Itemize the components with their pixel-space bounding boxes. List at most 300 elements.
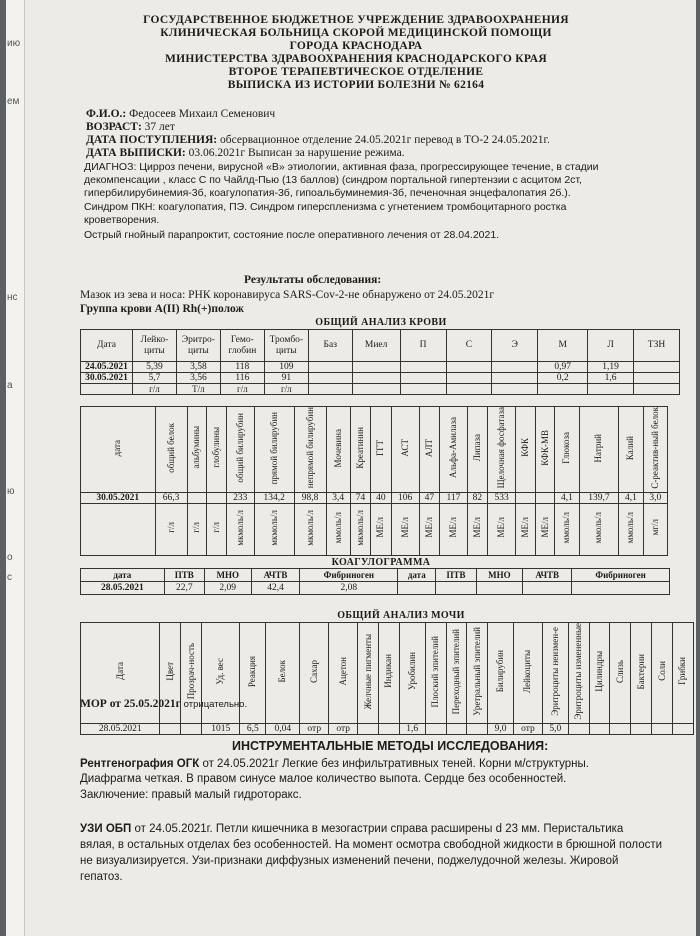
biochem-unit-cell-text: мг/л — [649, 519, 660, 536]
age-label: ВОЗРАСТ: — [86, 121, 142, 133]
biochem-header-cell-text: Натрий — [593, 433, 604, 463]
urine-header-cell-text: Эритроциты измененные — [573, 623, 584, 720]
urine-cell — [358, 723, 379, 734]
biochem-unit-cell — [391, 503, 419, 555]
urine-cell: 5,0 — [542, 723, 568, 734]
cbc-header-cell: Дата — [81, 330, 133, 362]
urine-header-cell — [672, 623, 693, 724]
biochem-header-cell — [516, 407, 536, 493]
cbc-cell: 30.05.2021 — [81, 373, 133, 384]
urine-header-cell — [514, 623, 543, 724]
biochem-unit-cell — [371, 503, 391, 555]
biochem-cell: 4,1 — [619, 492, 643, 503]
cbc-row — [81, 373, 680, 384]
urine-header-cell-text: Лейкоциты — [522, 649, 533, 693]
adjacent-page-edge — [6, 0, 25, 936]
biochem-unit-cell-text: ммоль/л — [561, 511, 572, 544]
biochem-header-cell-text: Креатинин — [355, 427, 366, 469]
biochem-header-cell-text: КФК-МВ — [539, 429, 550, 466]
biochem-unit-cell — [579, 503, 619, 555]
cbc-units-row — [81, 384, 680, 395]
urine-row — [81, 723, 694, 734]
biochem-header-cell-text: Мочевина — [332, 428, 343, 468]
coag-cell: 2,08 — [300, 582, 398, 595]
biochem-header-cell-text: АЛТ — [423, 438, 434, 457]
biochem-unit-cell — [516, 503, 536, 555]
cbc-header-cell: С — [446, 330, 492, 362]
biochem-unit-cell-text: МЕ/л — [423, 517, 434, 538]
cbc-cell — [492, 362, 538, 373]
cbc-cell — [400, 373, 446, 384]
admission-value: обсервационное отделение 24.05.2021г перевод в ТО-2 24.05.2021г. — [220, 134, 550, 146]
coag-row — [81, 582, 670, 595]
biochem-header-cell-text: прямой билирубин — [268, 411, 279, 484]
urine-header-cell — [358, 623, 379, 724]
xray-conclusion: Заключение: правый малый гидроторакс. — [80, 789, 302, 801]
age-line — [86, 121, 175, 134]
diagnosis-line: Синдром ПКН: коагулопатия, ПЭ. Синдром гиперспленизма с угнетением тромбоцитарного ростка — [84, 201, 567, 213]
biochem-header-cell-text: общий билирубин — [234, 413, 245, 483]
diagnosis-line: ДИАГНОЗ: Цирроз печени, вирусной «В» этиологии, активная фаза, прогрессирующее течение, в стадии — [84, 161, 599, 173]
biochem-unit-cell-text: г/л — [165, 522, 176, 533]
biochem-cell — [516, 492, 536, 503]
biochem-header-cell — [155, 407, 187, 493]
biochem-header-cell — [555, 407, 579, 493]
urine-header-cell-text: Эритроциты неизмен-е — [549, 626, 560, 716]
coag-cell — [476, 582, 523, 595]
coag-cell: 42,4 — [251, 582, 300, 595]
urine-cell — [672, 723, 693, 734]
cbc-cell — [400, 362, 446, 373]
cbc-cell — [352, 373, 400, 384]
admission-label: ДАТА ПОСТУПЛЕНИЯ: — [86, 134, 218, 146]
biochem-unit-cell-text: МЕ/л — [447, 517, 458, 538]
biochem-row — [81, 492, 668, 503]
biochem-unit-cell-text: мкмоль/л — [355, 509, 366, 546]
urine-cell: отр — [514, 723, 543, 734]
margin-text: нс — [7, 292, 18, 303]
biochem-cell: 66,3 — [155, 492, 187, 503]
urine-cell — [631, 723, 652, 734]
biochem-unit-cell — [555, 503, 579, 555]
biochem-header-cell-text: альбумины — [191, 426, 202, 470]
cbc-cell — [492, 373, 538, 384]
urine-header-cell-text: Уд. вес — [215, 657, 226, 685]
urine-cell — [652, 723, 673, 734]
cbc-row — [81, 362, 680, 373]
margin-text: с — [7, 572, 12, 583]
biochem-header-cell-text: глобулины — [210, 427, 221, 469]
header-line: МИНИСТЕРСТВА ЗДРАВООХРАНЕНИЯ КРАСНОДАРСКОГО КРАЯ — [165, 53, 547, 65]
biochem-unit-cell — [187, 503, 207, 555]
cbc-cell: 5,39 — [132, 362, 176, 373]
urine-header-cell — [266, 623, 300, 724]
urine-table — [80, 622, 694, 735]
cbc-header-cell: П — [400, 330, 446, 362]
biochem-cell: 98,8 — [294, 492, 326, 503]
cbc-cell: 116 — [220, 373, 264, 384]
urine-header-cell-text: Желчные пигменты — [362, 633, 373, 709]
cbc-cell — [446, 362, 492, 373]
us-line: не визуализируется. Узи-признаки диффузных изменений печени, поджелудочной железы. Жировой — [80, 855, 619, 867]
biochem-header-row — [81, 407, 668, 493]
urine-header-cell — [425, 623, 446, 724]
biochem-unit-cell — [155, 503, 187, 555]
urine-header-cell — [300, 623, 329, 724]
biochem-unit-cell — [643, 503, 667, 555]
cbc-unit-cell — [588, 384, 634, 395]
biochem-header-cell — [440, 407, 468, 493]
urine-header-cell-text: Прозрач-ность — [185, 643, 196, 700]
diagnosis-line: Острый гнойный парапроктит, состояние после оперативного лечения от 28.04.2021. — [84, 229, 500, 241]
discharge-line — [86, 147, 405, 160]
urine-header-cell — [568, 623, 589, 724]
biochem-cell: 117 — [440, 492, 468, 503]
cbc-unit-cell — [492, 384, 538, 395]
biochem-header-cell — [81, 407, 156, 493]
cbc-cell: 5,7 — [132, 373, 176, 384]
cbc-table — [80, 329, 680, 395]
biochem-unit-cell-text: МЕ/л — [496, 517, 507, 538]
biochem-unit-cell — [440, 503, 468, 555]
biochem-unit-cell-text: МЕ/л — [375, 517, 386, 538]
cbc-cell — [308, 373, 352, 384]
cbc-cell — [634, 362, 680, 373]
urine-header-cell-text: Белок — [277, 660, 288, 683]
biochem-unit-cell-text: МЕ/л — [519, 517, 530, 538]
coag-cell — [436, 582, 476, 595]
biochem-header-cell — [467, 407, 487, 493]
biochem-header-cell — [391, 407, 419, 493]
biochem-cell: 3,0 — [643, 492, 667, 503]
urine-header-cell — [610, 623, 631, 724]
coag-header-cell: МНО — [476, 569, 523, 582]
biochem-cell: 533 — [488, 492, 516, 503]
biochem-cell — [207, 492, 227, 503]
biochem-header-cell-text: Глюкоза — [561, 431, 572, 464]
cbc-header-cell: Миел — [352, 330, 400, 362]
header-line: ГОСУДАРСТВЕННОЕ БЮДЖЕТНОЕ УЧРЕЖДЕНИЕ ЗДРАВООХРАНЕНИЯ — [143, 14, 569, 26]
biochem-unit-cell — [419, 503, 439, 555]
urine-header-cell — [631, 623, 652, 724]
document-sheet — [6, 0, 696, 936]
urine-header-cell — [378, 623, 399, 724]
biochem-cell: 4,1 — [555, 492, 579, 503]
biochem-header-cell — [643, 407, 667, 493]
biochem-unit-cell — [350, 503, 370, 555]
biochem-unit-cell — [467, 503, 487, 555]
biochem-unit-cell — [535, 503, 555, 555]
cbc-header-cell: ТЗН — [634, 330, 680, 362]
margin-text: о — [7, 552, 13, 563]
patient-age: 37 лет — [144, 121, 175, 133]
biochem-unit-cell-text: мкмоль/л — [304, 509, 315, 546]
cbc-cell: 109 — [264, 362, 308, 373]
biochem-units-row — [81, 503, 668, 555]
biochem-cell: 30.05.2021 — [81, 492, 156, 503]
xray-text: от 24.05.2021г Легкие без инфильтративных теней. Корни м/структурны. — [199, 758, 589, 770]
urine-cell — [378, 723, 399, 734]
biochem-unit-cell-text: г/л — [210, 522, 221, 533]
biochem-unit-cell-text: мкмоль/л — [268, 509, 279, 546]
biochem-header-cell-text: непрямой билирубин — [304, 407, 315, 489]
biochem-unit-cell — [619, 503, 643, 555]
urine-cell: отр — [329, 723, 358, 734]
coag-cell — [523, 582, 572, 595]
biochem-header-cell-text: С-реактив-ный белок — [649, 407, 660, 489]
coag-header-cell: МНО — [204, 569, 251, 582]
coag-header-cell: АЧТВ — [251, 569, 300, 582]
urine-cell: 0,04 — [266, 723, 300, 734]
urine-cell: отр — [300, 723, 329, 734]
cbc-header-cell: Баз — [308, 330, 352, 362]
results-title: Результаты обследования: — [244, 274, 382, 286]
cbc-cell: 1,6 — [588, 373, 634, 384]
cbc-unit-cell — [352, 384, 400, 395]
admission-line — [86, 134, 550, 147]
cbc-cell: 24.05.2021 — [81, 362, 133, 373]
fio-label: Ф.И.О.: — [86, 108, 127, 120]
us-line — [80, 823, 623, 836]
biochem-unit-cell — [488, 503, 516, 555]
cbc-header-cell: Л — [588, 330, 634, 362]
urine-header-cell-text: Слизь — [614, 659, 625, 683]
cbc-unit-cell — [446, 384, 492, 395]
cbc-cell: 3,58 — [176, 362, 220, 373]
biochem-cell: 106 — [391, 492, 419, 503]
biochem-header-cell-text: АСТ — [399, 439, 410, 457]
coag-header-cell: Фибриноген — [572, 569, 670, 582]
urine-header-cell-text: Переходный эпителий — [450, 628, 461, 714]
biochem-cell: 3,4 — [326, 492, 350, 503]
mor-line — [80, 698, 247, 711]
xray-label: Рентгенография ОГК — [80, 758, 200, 770]
cbc-header-cell: Лейко- циты — [132, 330, 176, 362]
margin-text: ю — [7, 486, 15, 497]
urine-cell — [446, 723, 467, 734]
urine-header-cell-text: Сахар — [308, 659, 319, 683]
us-line: гепатоз. — [80, 871, 123, 883]
biochem-unit-cell — [326, 503, 350, 555]
urine-header-cell — [446, 623, 467, 724]
diagnosis-line: кроветворения. — [84, 214, 160, 226]
urine-header-cell-text: Уробилин — [406, 652, 417, 691]
biochem-header-cell-text: дата — [112, 439, 123, 456]
biochem-unit-cell-text: МЕ/л — [399, 517, 410, 538]
cbc-title: ОБЩИЙ АНАЛИЗ КРОВИ — [315, 317, 447, 328]
diagnosis-line: декомпенсации , класс С по Чайлд-Пью (13 баллов) (синдром портальной гипертензии с асцитом 2ст, — [84, 174, 582, 186]
xray-line — [80, 758, 589, 771]
urine-header-cell — [329, 623, 358, 724]
biochem-unit-cell-text: ммоль/л — [625, 511, 636, 544]
coag-table — [80, 568, 670, 595]
biochem-header-cell-text: общий белок — [165, 422, 176, 473]
urine-title: ОБЩИЙ АНАЛИЗ МОЧИ — [337, 610, 465, 621]
cbc-header-cell: М — [538, 330, 588, 362]
urine-cell — [568, 723, 589, 734]
urine-cell: 9,0 — [488, 723, 514, 734]
urine-header-cell — [589, 623, 610, 724]
discharge-value: 03.06.2021г Выписан за нарушение режима. — [188, 147, 405, 159]
us-line: вялая, в остальных отделах без особенностей. На момент осмотра свободной жидкости в брюшной полости — [80, 839, 663, 851]
biochem-header-cell — [254, 407, 294, 493]
biochem-header-cell — [579, 407, 619, 493]
blood-group: Группа крови А(II) Rh(+)полож — [80, 303, 244, 315]
biochem-header-cell — [207, 407, 227, 493]
diagnosis-line: гипербилирубинемия-3б, коагулопатия-3б, гипоальбуминемия-3б, печеночная энцефалопатия 2б.). — [84, 187, 571, 199]
urine-header-cell-text: Реакция — [247, 655, 258, 687]
cbc-unit-cell — [81, 384, 133, 395]
biochem-unit-cell — [207, 503, 227, 555]
urine-header-cell — [488, 623, 514, 724]
coag-header-row — [81, 569, 670, 582]
cbc-unit-cell — [538, 384, 588, 395]
cbc-cell — [352, 362, 400, 373]
urine-cell — [467, 723, 488, 734]
biochem-header-cell-text: Щелочная фосфатаза — [496, 407, 507, 489]
discharge-label: ДАТА ВЫПИСКИ: — [86, 147, 186, 159]
cbc-unit-cell: Т/л — [176, 384, 220, 395]
urine-cell: 28.05.2021 — [81, 723, 160, 734]
urine-header-cell-text: Уретральный эпителий — [471, 626, 482, 716]
cbc-unit-cell — [634, 384, 680, 395]
biochem-header-cell — [488, 407, 516, 493]
biochem-unit-cell-text: МЕ/л — [471, 517, 482, 538]
cbc-cell — [446, 373, 492, 384]
biochem-cell: 74 — [350, 492, 370, 503]
mor-value: отрицательно. — [183, 699, 248, 710]
margin-text: а — [7, 380, 13, 391]
biochem-header-cell — [419, 407, 439, 493]
cbc-header-cell: Тромбо- циты — [264, 330, 308, 362]
biochem-header-cell — [187, 407, 207, 493]
urine-header-cell-text: Плоский эпителий — [430, 635, 441, 708]
biochem-header-cell-text: КФК — [519, 438, 530, 458]
header-line: ВТОРОЕ ТЕРАПЕВТИЧЕСКОЕ ОТДЕЛЕНИЕ — [228, 66, 484, 78]
urine-header-cell-text: Грибки — [677, 657, 688, 686]
biochem-header-cell — [294, 407, 326, 493]
mor-label: МОР от 25.05.2021г — [80, 698, 181, 710]
header-line: ГОРОДА КРАСНОДАРА — [289, 40, 423, 52]
coag-cell — [398, 582, 436, 595]
cbc-cell — [634, 373, 680, 384]
urine-header-cell — [542, 623, 568, 724]
header-line: КЛИНИЧЕСКАЯ БОЛЬНИЦА СКОРОЙ МЕДИЦИНСКОЙ ПОМОЩИ — [160, 27, 552, 39]
coag-cell — [572, 582, 670, 595]
cbc-cell — [308, 362, 352, 373]
biochem-cell: 139,7 — [579, 492, 619, 503]
coag-header-cell: Фибриноген — [300, 569, 398, 582]
urine-header-cell-text: Цвет — [164, 661, 175, 681]
cbc-cell: 91 — [264, 373, 308, 384]
cbc-unit-cell — [400, 384, 446, 395]
biochem-cell — [187, 492, 207, 503]
document-title: ВЫПИСКА ИЗ ИСТОРИИ БОЛЕЗНИ № 62164 — [227, 79, 485, 91]
instrumental-title: ИНСТРУМЕНТАЛЬНЫЕ МЕТОДЫ ИССЛЕДОВАНИЯ: — [232, 739, 549, 753]
urine-header-cell — [652, 623, 673, 724]
coag-header-cell: ПТВ — [436, 569, 476, 582]
cbc-header-cell: Гемо- глобин — [220, 330, 264, 362]
biochem-unit-cell — [81, 503, 156, 555]
cbc-unit-cell: г/л — [132, 384, 176, 395]
urine-header-cell — [467, 623, 488, 724]
biochem-unit-cell — [294, 503, 326, 555]
urine-cell — [589, 723, 610, 734]
cbc-cell: 1,19 — [588, 362, 634, 373]
cbc-cell: 118 — [220, 362, 264, 373]
biochem-cell: 82 — [467, 492, 487, 503]
biochem-header-cell-text: ГГТ — [375, 439, 386, 456]
patient-name: Федосеев Михаил Семенович — [129, 108, 276, 120]
urine-header-cell — [399, 623, 425, 724]
biochem-unit-cell-text: ммоль/л — [332, 511, 343, 544]
cbc-cell: 3,56 — [176, 373, 220, 384]
urine-cell — [181, 723, 202, 734]
biochem-unit-cell-text: МЕ/л — [539, 517, 550, 538]
coag-cell: 22,7 — [164, 582, 204, 595]
biochem-table — [80, 406, 668, 556]
biochem-header-cell — [535, 407, 555, 493]
swab-result: Мазок из зева и носа: РНК коронавируса SARS-Cov-2-не обнаружено от 24.05.2021г — [80, 289, 495, 301]
biochem-cell — [535, 492, 555, 503]
urine-cell: 1,6 — [399, 723, 425, 734]
urine-cell — [425, 723, 446, 734]
urine-cell — [160, 723, 181, 734]
urine-header-cell-text: Ацетон — [337, 657, 348, 686]
biochem-header-cell — [619, 407, 643, 493]
urine-header-cell-text: Бактерии — [635, 653, 646, 690]
cbc-unit-cell: г/л — [220, 384, 264, 395]
biochem-cell: 40 — [371, 492, 391, 503]
biochem-cell: 233 — [226, 492, 254, 503]
urine-cell: 1015 — [202, 723, 240, 734]
biochem-unit-cell-text: г/л — [191, 522, 202, 533]
biochem-unit-cell — [226, 503, 254, 555]
biochem-unit-cell-text: мкмоль/л — [234, 509, 245, 546]
biochem-cell: 47 — [419, 492, 439, 503]
coag-cell: 28.05.2021 — [81, 582, 165, 595]
urine-header-cell-text: Билирубин — [495, 650, 506, 693]
biochem-header-cell — [350, 407, 370, 493]
biochem-header-cell — [226, 407, 254, 493]
urine-header-cell-text: Соли — [656, 661, 667, 682]
cbc-header-cell: Э — [492, 330, 538, 362]
coag-header-cell: дата — [81, 569, 165, 582]
biochem-header-cell-text: Липаза — [471, 434, 482, 462]
coag-cell: 2,09 — [204, 582, 251, 595]
coag-header-cell: ПТВ — [164, 569, 204, 582]
urine-cell — [610, 723, 631, 734]
us-label: УЗИ ОБП — [80, 823, 132, 835]
patient-name-line — [86, 108, 275, 121]
cbc-unit-cell — [308, 384, 352, 395]
urine-header-cell-text: Индикан — [383, 654, 394, 689]
us-text: от 24.05.2021г. Петли кишечника в мезогастрии справа расширены d 23 мм. Перистальтика — [131, 823, 624, 835]
urine-header-cell-text: Дата — [114, 662, 125, 681]
cbc-cell: 0,2 — [538, 373, 588, 384]
biochem-unit-cell — [254, 503, 294, 555]
cbc-cell: 0,97 — [538, 362, 588, 373]
cbc-header-cell: Эритро- циты — [176, 330, 220, 362]
coag-header-cell: АЧТВ — [523, 569, 572, 582]
biochem-header-cell — [326, 407, 350, 493]
biochem-header-cell — [371, 407, 391, 493]
biochem-header-cell-text: Альфа-Амилаза — [447, 417, 458, 479]
xray-line: Диафрагма четкая. В правом синусе малое количество выпота. Сердце без особенностей. — [80, 773, 567, 785]
coag-title: КОАГУЛОГРАММА — [331, 557, 431, 568]
cbc-header-row — [81, 330, 680, 362]
coag-header-cell: дата — [398, 569, 436, 582]
